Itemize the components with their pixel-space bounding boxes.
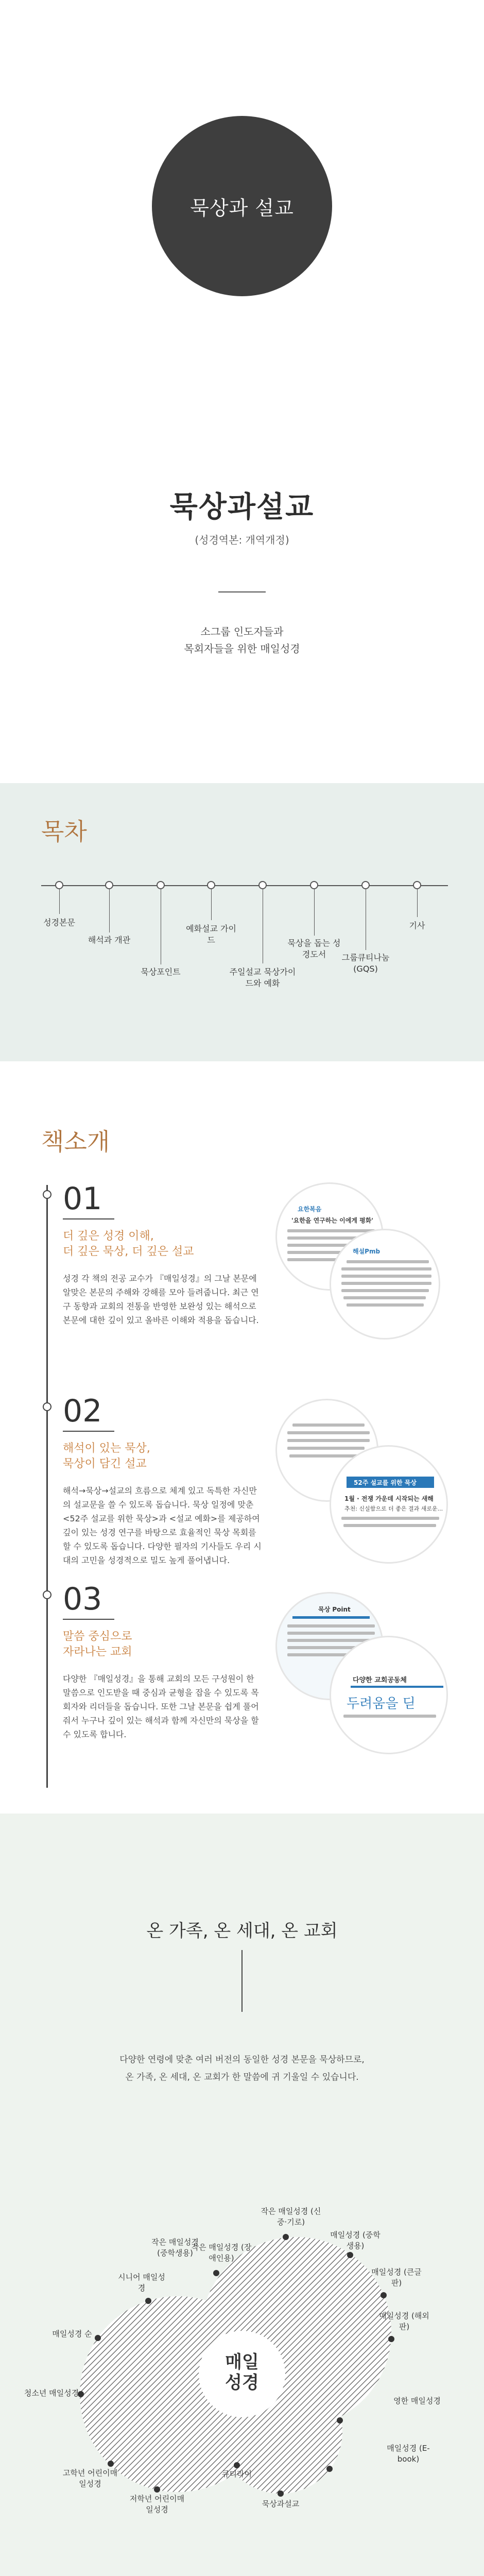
toc-item-bible-text[interactable]: 성경본문: [43, 918, 75, 927]
section-rule: [63, 1619, 114, 1620]
text-line: [343, 1715, 436, 1718]
venn-label: 큐티라이: [222, 2469, 252, 2479]
toc-stem: [211, 889, 212, 920]
venn-label: 작은 매일성경 (신중·기로): [261, 2207, 321, 2227]
image-rule: [351, 1686, 443, 1688]
toc-dot: [157, 881, 165, 889]
book-page-image: [330, 1636, 448, 1754]
toc-item-interpretation[interactable]: 해석과 개관: [88, 935, 131, 945]
image-heading: 1월 · 전쟁 가운데 시작되는 새해: [344, 1495, 434, 1502]
image-subheading: 추천: 신실함으로 더 좋은 결과 새로운...: [344, 1505, 443, 1512]
text-line: [343, 1296, 426, 1299]
venn-label: 고학년 어린이매일성경: [62, 2468, 118, 2488]
text-line: [287, 1624, 375, 1628]
venn-dot: [95, 2335, 101, 2341]
venn-dot: [278, 2490, 284, 2497]
venn-center-line1: 매일: [225, 2352, 259, 2372]
toc-item-books[interactable]: 묵상을 돕는 성경도서: [287, 938, 341, 959]
toc-stem: [417, 889, 418, 917]
venn-dot: [108, 2461, 114, 2467]
toc-dot: [207, 881, 215, 889]
image-big-text: 두려움을 딛: [347, 1696, 416, 1711]
venn-label: 영한 매일성경: [393, 2396, 441, 2405]
venn-label: 청소년 매일성경: [24, 2388, 79, 2398]
section-body: 성경 각 책의 전공 교수가 『매일성경』의 그날 본문에 알맞은 본문의 주해와 강해를 모아 들려줍니다. 최근 연구 동향과 교회의 전통을 반영한 보완성 있는 해석으로 본문에 대한 깊이 있고 올바른 이해와 적용을 돕습니다.: [63, 1274, 259, 1325]
intro-dot: [43, 1190, 51, 1199]
venn-label: 매일성경 (큰글판): [371, 2267, 422, 2287]
image-label: 요한복음: [298, 1206, 322, 1213]
image-label: 묵상 Point: [318, 1606, 351, 1613]
venn-label: 매일성경 (E-book): [387, 2444, 430, 2464]
toc-dot: [258, 881, 267, 889]
toc-item-meditation-point[interactable]: 묵상포인트: [141, 967, 181, 977]
toc-stem: [59, 889, 60, 914]
intro-dot: [43, 1402, 51, 1411]
toc-item-sermon-guide[interactable]: 예화설교 가이드: [186, 924, 236, 945]
text-line: [287, 1439, 370, 1442]
image-label: 52주 설교를 위한 묵상: [354, 1479, 417, 1486]
text-line: [287, 1632, 375, 1635]
family-description-line1: 다양한 연령에 맞춘 여러 버전의 동일한 성경 본문을 묵상하므로,: [119, 2055, 365, 2065]
section-number: 02: [63, 1393, 102, 1429]
family-title: 온 가족, 온 세대, 온 교회: [146, 1921, 338, 1941]
text-line: [287, 1431, 370, 1434]
venn-label: 매일성경 (중학생용): [330, 2230, 381, 2250]
section-heading: 더 깊은 성경 이해,: [63, 1230, 154, 1243]
family-description-line2: 온 가족, 온 세대, 온 교회가 한 말씀에 귀 기울일 수 있습니다.: [125, 2072, 359, 2082]
hero-description-line2: 목회자들을 위한 매일성경: [184, 642, 300, 655]
hero-description-line1: 소그룹 인도자들과: [200, 625, 284, 638]
text-line: [341, 1289, 429, 1292]
section-body: 해석→묵상→설교의 흐름으로 체계 있고 독특한 자신만의 설교문을 쓸 수 있도록 돕습니다. 묵상 일정에 맞춘 <52주 설교를 위한 묵상>과 <설교 예화>를 제공하여 깊이 있는 성경 연구를 바탕으로 효율적인 묵상 목회를 할 수 있도록 돕습니다. 다양한 필자의 기사들도 우리 시대의 고민을 성경적으로 밀도 높게 풀어냅니다.: [63, 1486, 262, 1565]
image-box-label: 다양한 교회공동체: [353, 1676, 407, 1684]
text-line: [347, 1260, 429, 1263]
toc-item-sunday-sermon[interactable]: 주일설교 묵상가이드와 예화: [229, 967, 296, 988]
section-rule: [63, 1218, 114, 1219]
text-line: [289, 1454, 361, 1458]
section-heading: 묵상이 담긴 설교: [63, 1458, 147, 1470]
image-rule: [292, 1616, 370, 1619]
hero-circle: [152, 116, 332, 296]
venn-label: 묵상과설교: [262, 2499, 300, 2509]
section-number: 01: [63, 1181, 102, 1217]
toc-dot: [361, 881, 370, 889]
intro-timeline: [46, 1185, 48, 1788]
toc-dot: [413, 881, 421, 889]
text-line: [287, 1639, 372, 1642]
venn-label: 매일성경 순: [52, 2329, 92, 2338]
venn-label: 저학년 어린이매일성경: [129, 2494, 185, 2514]
venn-center-line2: 성경: [225, 2372, 259, 2393]
hero-section: [0, 0, 484, 783]
hero-circle-text: 묵상과 설교: [190, 196, 294, 219]
text-line: [287, 1229, 375, 1232]
text-line: [343, 1524, 436, 1527]
divider: [218, 591, 266, 592]
venn-dot: [213, 2270, 219, 2276]
toc-timeline: [41, 885, 448, 886]
image-heading: '요한을 연구하는 이에게 평화': [291, 1217, 373, 1224]
venn-dot: [388, 2336, 394, 2342]
section-heading: 말씀 중심으로: [63, 1630, 132, 1643]
section-number: 03: [63, 1581, 102, 1617]
image-label: 해설Pmb: [353, 1248, 381, 1255]
venn-label: 시니어 매일성경: [118, 2273, 165, 2293]
venn-dot: [381, 2292, 387, 2298]
toc-item-gqs[interactable]: 그룹큐티나눔 (GQS): [341, 953, 390, 974]
toc-item-articles[interactable]: 기사: [409, 921, 425, 930]
venn-dot: [337, 2417, 343, 2424]
page-title: 묵상과설교: [169, 490, 315, 524]
section-heading: 더 깊은 묵상, 더 깊은 설교: [63, 1245, 194, 1258]
page-subtitle: (성경역본: 개역개정): [195, 534, 289, 546]
text-line: [341, 1282, 431, 1285]
section-rule: [63, 1431, 114, 1432]
venn-label: 작은 매일성경 (장애인용): [191, 2243, 252, 2263]
intro-dot: [43, 1590, 51, 1599]
toc-dot: [55, 881, 63, 889]
book-intro-section: [0, 1061, 484, 1814]
family-section: [0, 1814, 484, 2576]
text-line: [292, 1423, 365, 1427]
toc-dot: [310, 881, 318, 889]
section-heading: 자라나는 교회: [63, 1646, 132, 1658]
text-line: [341, 1517, 439, 1520]
venn-dot: [145, 2298, 151, 2304]
toc-dot: [105, 881, 113, 889]
text-line: [287, 1447, 365, 1450]
toc-section: [0, 783, 484, 1061]
book-page-image: [330, 1229, 440, 1340]
section-body: 다양한 『매일성경』을 통해 교회의 모든 구성원이 한 말씀으로 인도받을 때 중심과 균형을 잡을 수 있도록 목회자와 리더들을 돕습니다. 또한 그날 본문을 쉽게 풀어줘서 누구나 깊이 있는 해석과 함께 자신만의 묵상을 할 수 있도록 합니다.: [63, 1674, 259, 1739]
venn-label: 작은 매일성경 (중학생용): [151, 2238, 199, 2258]
book-page-image: [330, 1445, 448, 1564]
venn-label: 매일성경 (해외판): [379, 2311, 429, 2331]
venn-dot: [283, 2234, 289, 2240]
text-line: [341, 1275, 431, 1278]
toc-title: 목차: [41, 818, 87, 845]
section-heading: 해석이 있는 묵상,: [63, 1442, 150, 1455]
venn-dot: [234, 2462, 240, 2468]
text-line: [341, 1267, 431, 1270]
venn-center-label: [216, 2352, 268, 2393]
venn-dot: [326, 2466, 333, 2472]
venn-dot: [347, 2252, 353, 2258]
venn-dot: [154, 2486, 160, 2493]
intro-title: 책소개: [41, 1128, 110, 1156]
toc-stem: [109, 889, 110, 933]
toc-stem: [314, 889, 315, 936]
text-line: [347, 1303, 424, 1307]
